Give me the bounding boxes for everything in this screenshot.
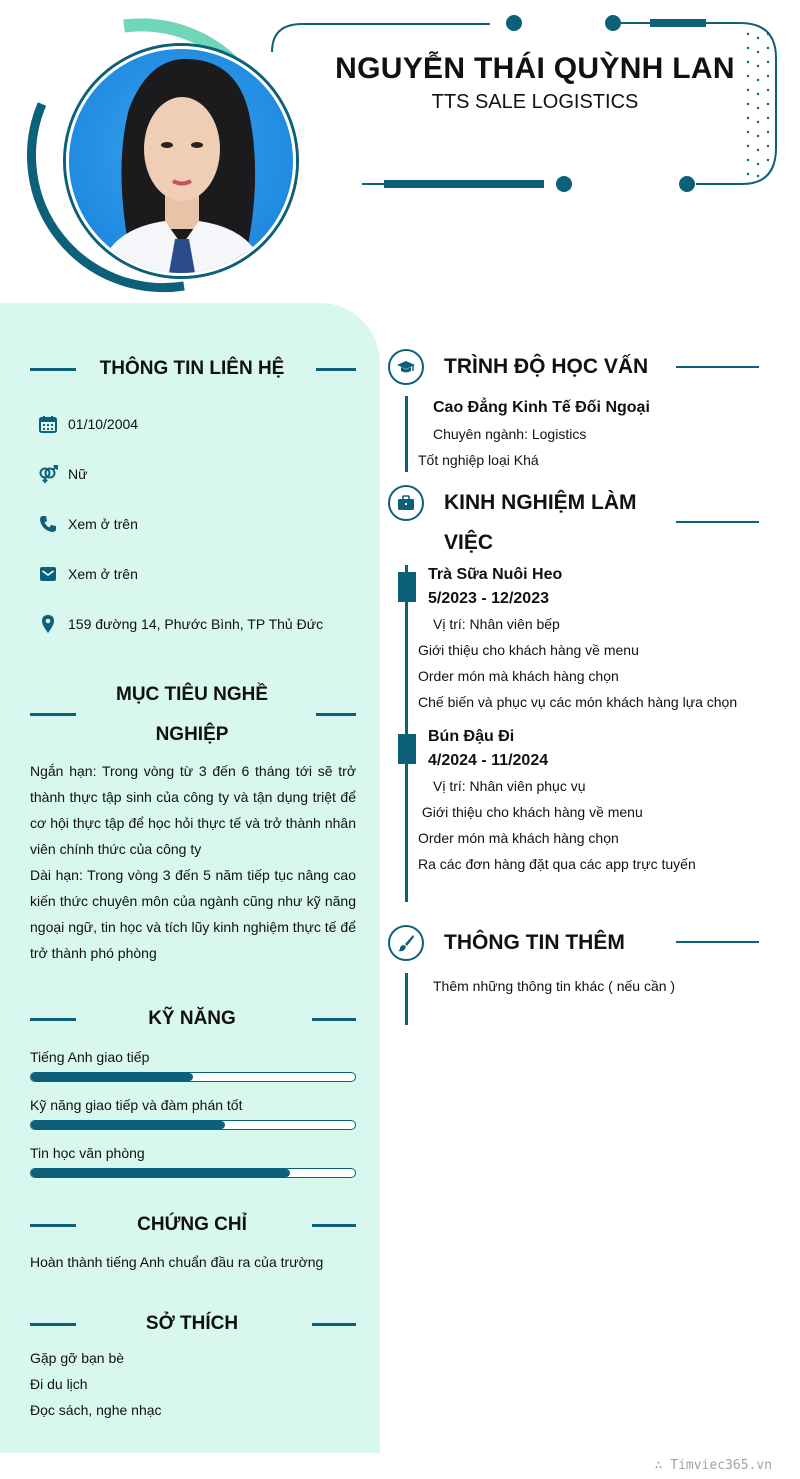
email-icon bbox=[38, 564, 58, 584]
divider bbox=[676, 941, 759, 943]
skill-label: Kỹ năng giao tiếp và đàm phán tốt bbox=[30, 1097, 243, 1113]
divider bbox=[676, 366, 759, 368]
candidate-role: TTS SALE LOGISTICS bbox=[431, 91, 639, 113]
hobbies-section-title: SỞ THÍCH bbox=[145, 1313, 239, 1334]
experience-section-title-line1: KINH NGHIỆM LÀM bbox=[444, 491, 637, 514]
skill-label: Tiếng Anh giao tiếp bbox=[30, 1049, 150, 1065]
skill-bar-fill bbox=[31, 1073, 193, 1081]
certificates-section-title: CHỨNG CHỈ bbox=[137, 1214, 247, 1235]
divider bbox=[316, 368, 356, 371]
objective-long-term: Dài hạn: Trong vòng 3 đến 5 năm tiếp tục nâng cao kiến thức chuyên môn của ngành cũng như kỹ năng ngoại ngữ, tin học và tích lũy kinh nghiệm thực tế để trở thành phó phòng bbox=[30, 867, 356, 961]
watermark-text: Timviec365.vn bbox=[670, 1458, 772, 1473]
phone-value: Xem ở trên bbox=[68, 516, 138, 532]
job-task: Giới thiệu cho khách hàng về menu bbox=[418, 642, 639, 658]
job-task: Order món mà khách hàng chọn bbox=[418, 668, 619, 684]
education-timeline bbox=[405, 396, 408, 472]
email-value: Xem ở trên bbox=[68, 566, 138, 582]
education-section-title: TRÌNH ĐỘ HỌC VẤN bbox=[444, 355, 649, 378]
extra-info-section-icon bbox=[388, 925, 424, 961]
contact-email bbox=[38, 564, 138, 584]
birthday-value: 01/10/2004 bbox=[68, 416, 139, 432]
location-pin-icon bbox=[38, 614, 58, 634]
divider bbox=[30, 1323, 76, 1326]
extra-info-timeline bbox=[405, 973, 408, 1025]
paintbrush-icon bbox=[396, 933, 416, 953]
candidate-name: NGUYỄN THÁI QUỲNH LAN bbox=[335, 52, 735, 85]
divider bbox=[30, 713, 76, 716]
calendar-icon bbox=[38, 414, 58, 434]
contact-birthday bbox=[38, 414, 138, 434]
contact-phone bbox=[38, 514, 138, 534]
hobby-item: Đi du lịch bbox=[30, 1376, 88, 1392]
phone-icon bbox=[38, 514, 58, 534]
gender-value: Nữ bbox=[68, 466, 88, 482]
divider bbox=[30, 368, 76, 371]
certificate-item: Hoàn thành tiếng Anh chuẩn đầu ra của trường bbox=[30, 1254, 324, 1270]
education-section-icon bbox=[388, 349, 424, 385]
briefcase-icon bbox=[396, 493, 416, 513]
skill-bar-fill bbox=[31, 1169, 290, 1177]
skill-bar-fill bbox=[31, 1121, 225, 1129]
divider bbox=[30, 1224, 76, 1227]
job-position: Vị trí: Nhân viên phục vụ bbox=[433, 778, 586, 794]
avatar bbox=[66, 46, 296, 276]
divider bbox=[676, 521, 759, 523]
job-period: 5/2023 - 12/2023 bbox=[428, 590, 549, 607]
watermark: ∴ Timviec365.vn bbox=[654, 1458, 772, 1473]
divider bbox=[312, 1224, 356, 1227]
objective-section-title-line1: MỤC TIÊU NGHỀ bbox=[116, 684, 268, 705]
job-period: 4/2024 - 11/2024 bbox=[428, 752, 549, 769]
extra-info-text: Thêm những thông tin khác ( nếu cần ) bbox=[433, 978, 676, 994]
job-company: Trà Sữa Nuôi Heo bbox=[428, 566, 563, 583]
address-value: 159 đường 14, Phước Bình, TP Thủ Đức bbox=[68, 616, 324, 632]
objective-short-term: Ngắn hạn: Trong vòng từ 3 đến 6 tháng tới sẽ trở thành thực tập sinh của công ty và tận dụng triệt để cơ hội thực tập để học hỏi thực tế và trở thành nhân viên chính thức của công ty bbox=[30, 763, 356, 857]
hobby-item: Đọc sách, nghe nhạc bbox=[30, 1402, 162, 1418]
education-school: Cao Đẳng Kinh Tế Đối Ngoại bbox=[433, 399, 650, 416]
skill-bar-english bbox=[30, 1072, 356, 1082]
experience-section-icon bbox=[388, 485, 424, 521]
contact-address bbox=[38, 614, 323, 634]
job-task: Ra các đơn hàng đặt qua các app trực tuyến bbox=[418, 856, 696, 872]
gender-icon bbox=[38, 464, 58, 484]
job-marker bbox=[398, 734, 416, 764]
job-task: Order món mà khách hàng chọn bbox=[418, 830, 619, 846]
contact-gender bbox=[38, 464, 87, 484]
divider bbox=[316, 713, 356, 716]
skill-bar-office bbox=[30, 1168, 356, 1178]
job-task: Giới thiệu cho khách hàng về menu bbox=[418, 804, 643, 820]
skill-label: Tin học văn phòng bbox=[30, 1145, 145, 1161]
contact-section-title: THÔNG TIN LIÊN HỆ bbox=[99, 358, 285, 379]
divider bbox=[312, 1018, 356, 1021]
education-major: Chuyên ngành: Logistics bbox=[433, 426, 587, 442]
objective-section-title-line2: NGHIỆP bbox=[155, 724, 229, 745]
skill-bar-communication bbox=[30, 1120, 356, 1130]
job-marker bbox=[398, 572, 416, 602]
experience-section-title-line2: VIỆC bbox=[444, 531, 494, 554]
graduation-cap-icon bbox=[396, 357, 416, 377]
job-position: Vị trí: Nhân viên bếp bbox=[433, 616, 560, 632]
job-company: Bún Đậu Đi bbox=[428, 728, 515, 745]
extra-info-section-title: THÔNG TIN THÊM bbox=[444, 931, 625, 954]
divider bbox=[312, 1323, 356, 1326]
education-grade: Tốt nghiệp loại Khá bbox=[418, 452, 539, 468]
hobby-item: Gặp gỡ bạn bè bbox=[30, 1350, 125, 1366]
divider bbox=[30, 1018, 76, 1021]
job-task: Chế biến và phục vụ các món khách hàng lựa chọn bbox=[418, 694, 738, 710]
skills-section-title: KỸ NĂNG bbox=[148, 1008, 236, 1029]
profile-photo-frame bbox=[14, 14, 304, 304]
